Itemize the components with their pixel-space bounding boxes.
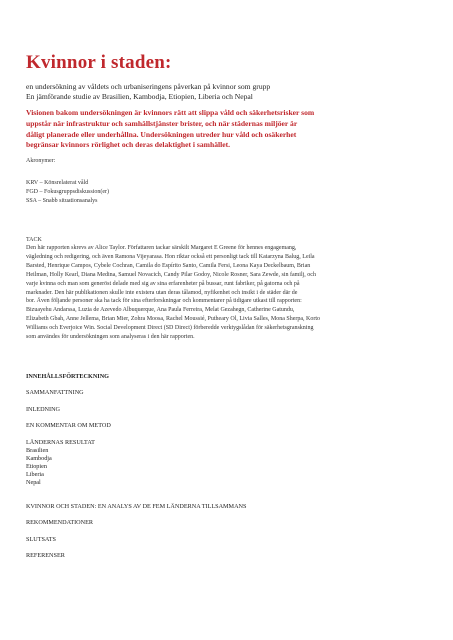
- acronym-item: KRV – Könsrelaterat våld: [26, 180, 89, 186]
- thanks-heading: TACK: [26, 237, 42, 243]
- toc-item-etiopien[interactable]: Etiopien: [26, 463, 47, 470]
- toc-item-metod[interactable]: EN KOMMENTAR OM METOD: [26, 422, 111, 429]
- thanks-line: Elizabeth Gbah, Anne Jellema, Brian Mier, Zohra Moosa, Rachel Moussié, Putheary Ol, Livia Salles, Mona Sherpa, Korto: [26, 316, 321, 323]
- thanks-line: som användes för undersökningen som analyseras i den här rapporten.: [26, 334, 195, 341]
- thanks-line: Bizuayehu Andarssa, Luzia de Azevedo Albuquerque, Ana Paula Ferreira, Melat Gezahegn, Catherine Gatundu,: [26, 307, 295, 314]
- acronym-item: FGD – Fokusgruppsdiskussion(er): [26, 189, 110, 195]
- thanks-line: Barsted, Henrique Campos, Cybele Cochran, Camila do Espírito Santo, Camila Fersi, Leona Kaya Deckelbaum, Brian: [26, 262, 311, 269]
- document-title: Kvinnor i staden:: [26, 52, 172, 73]
- toc-item-referenser[interactable]: REFERENSER: [26, 552, 65, 559]
- subtitle-line: en undersökning av våldets och urbaniseringens påverkan på kvinnor som grupp: [26, 82, 271, 91]
- lead-line: uppstår när infrastruktur och samhällstjänster brister, och när städernas miljöer är: [26, 118, 298, 128]
- toc-item-slutsats[interactable]: SLUTSATS: [26, 536, 56, 543]
- lead-line: Visionen bakom undersökningen är kvinnors rätt att slippa våld och säkerhetsrisker som: [26, 108, 315, 117]
- toc-item-landernas-resultat[interactable]: LÄNDERNAS RESULTAT: [26, 439, 95, 446]
- toc-item-sammanfattning[interactable]: SAMMANFATTNING: [26, 389, 84, 396]
- lead-line: dåligt planerade eller underhållna. Undersökningen utreder hur våld och osäkerhet: [26, 129, 297, 139]
- acronym-item: SSA – Snabb situationsanalys: [26, 198, 98, 204]
- toc-item-inledning[interactable]: INLEDNING: [26, 406, 61, 413]
- toc-heading: INNEHÅLLSFÖRTECKNING: [26, 373, 109, 380]
- thanks-line: varje kvinna och man som generöst delade med sig av sina erfarenheter på bussar, runt fabriker, på gatorna och på: [26, 280, 300, 287]
- acronyms-heading: Akronymer:: [26, 158, 56, 164]
- toc-item-brasilien[interactable]: Brasilien: [26, 447, 49, 454]
- thanks-line: bor. Även följande personer ska ha tack för sina efterforskningar och kommentarer på tidigare utkast till rapporten:: [26, 298, 302, 305]
- lead-paragraph: [26, 108, 426, 151]
- toc-item-nepal[interactable]: Nepal: [26, 479, 41, 486]
- subtitle-line: En jämförande studie av Brasilien, Kambodja, Etiopien, Liberia och Nepal: [26, 92, 253, 101]
- thanks-line: Heilman, Holly Kearl, Diana Medina, Samuel Novacich, Candy Pilar Godoy, Nicole Rosner, Sara Zewde, sin familj, och: [26, 271, 316, 278]
- thanks-line: Williams och Everjoice Win. Social Development Direct (SD Direct) förberedde verktygslådan för säkerhetsgranskning: [26, 325, 314, 332]
- toc-item-liberia[interactable]: Liberia: [26, 471, 44, 478]
- toc-item-analys[interactable]: KVINNOR OCH STADEN: EN ANALYS AV DE FEM LÄNDERNA TILLSAMMANS: [26, 503, 247, 510]
- lead-line: begränsar kvinnors rörlighet och deras delaktighet i samhället.: [26, 140, 231, 150]
- toc-item-kambodja[interactable]: Kambodja: [26, 455, 52, 462]
- toc-item-rekommendationer[interactable]: REKOMMENDATIONER: [26, 519, 94, 526]
- thanks-line: marknader. Den här publikationen skulle inte existera utan deras tålamod, nyfikenhet och insikt i de städer där de: [26, 289, 298, 296]
- thanks-line: Den här rapporten skrevs av Alice Taylor. Författaren tackar särskilt Margaret E Greene för hennes engagemang,: [26, 245, 297, 251]
- thanks-paragraph: [26, 244, 426, 342]
- thanks-line: vägledning och redigering, och även Ramona Vijeyarasa. Hon riktar också ett personligt tack till Katarzyna Balug, Leila: [26, 253, 315, 260]
